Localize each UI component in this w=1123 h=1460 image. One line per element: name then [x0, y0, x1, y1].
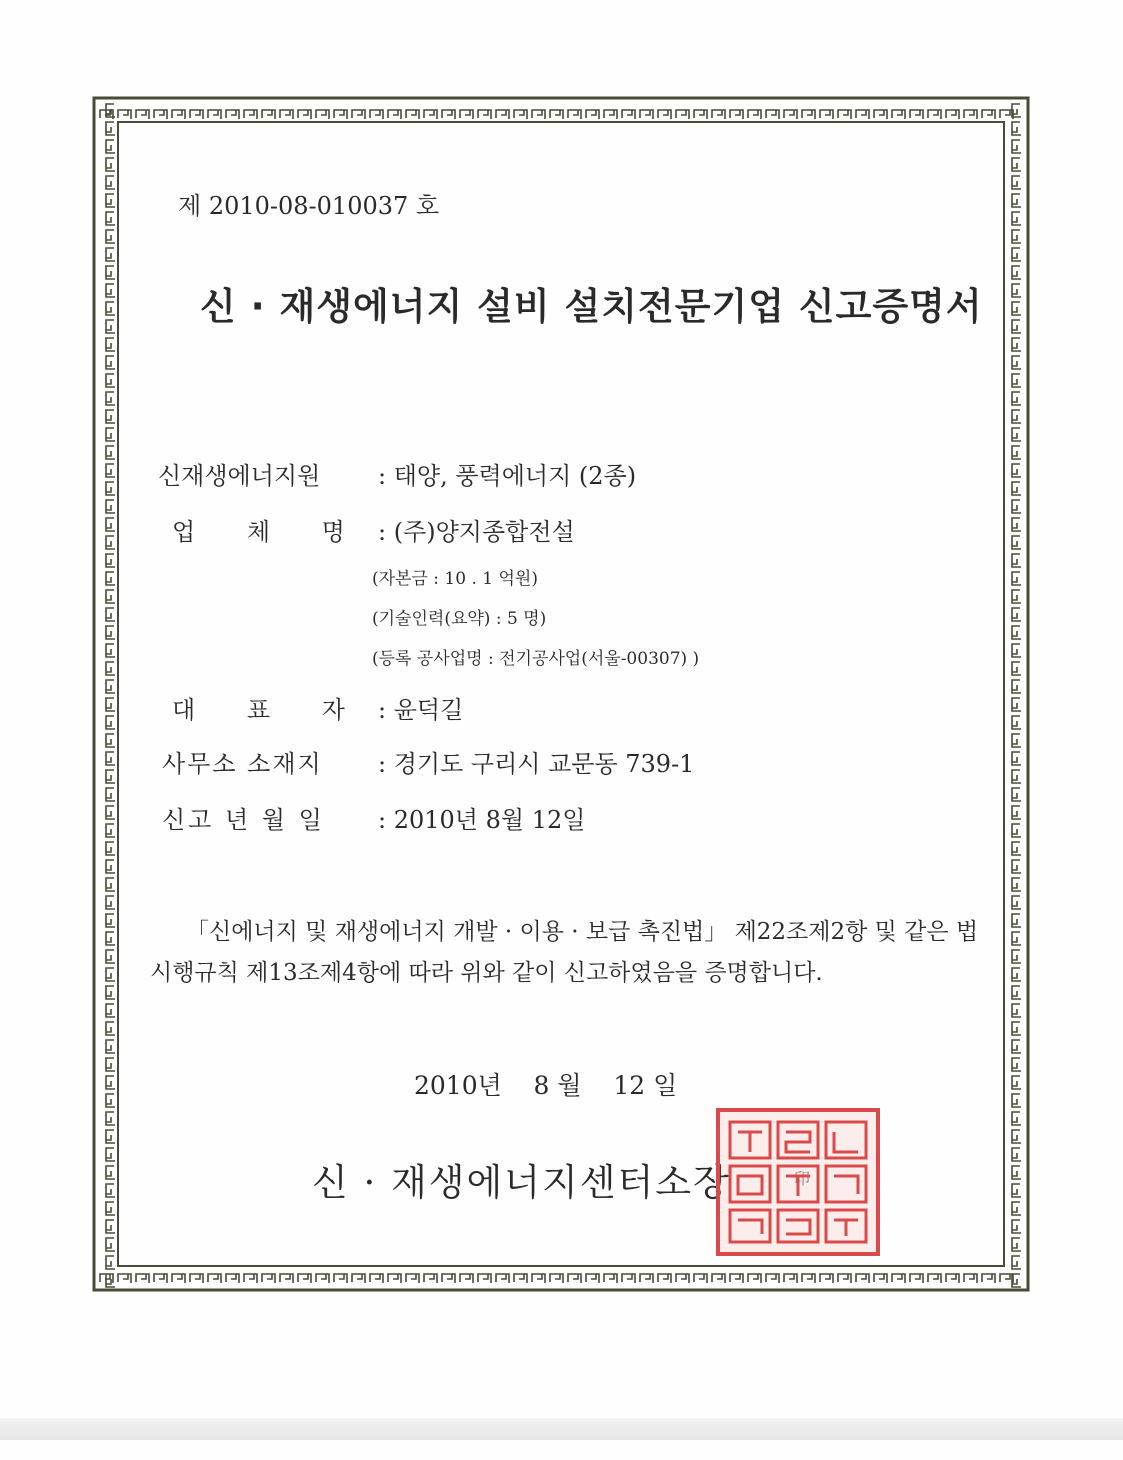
- field-label-representative: 대 표 자: [172, 696, 367, 724]
- company-registration: (등록 공사업명 : 전기공사업(서울-00307) ): [372, 649, 700, 669]
- field-value-representative: : 윤덕길: [378, 696, 464, 724]
- issuer-seal-mark: 印: [794, 1169, 811, 1188]
- certification-statement: [150, 912, 980, 994]
- field-value-report-date: : 2010년 8월 12일: [378, 806, 586, 834]
- field-value-energy-source: : 태양, 풍력에너지 (2종): [378, 462, 637, 490]
- statement-text: 「신에너지 및 재생에너지 개발 · 이용 · 보급 촉진법」 제22조제2항 및 같은 법 시행규칙 제13조제4항에 따라 위와 같이 신고하였음을 증명합니다.: [150, 919, 979, 986]
- company-technicians: (기술인력(요약) : 5 명): [372, 609, 547, 629]
- issue-date: 2010년 8 월 12 일: [414, 1071, 678, 1100]
- field-value-office-address: : 경기도 구리시 교문동 739-1: [378, 750, 695, 778]
- field-label-company-name: 업 체 명: [172, 518, 367, 546]
- issuer-name: 신 · 재생에너지센터소장: [312, 1161, 731, 1204]
- company-capital: (자본금 : 10 . 1 억원): [372, 569, 538, 589]
- scan-edge-strip: [0, 1418, 1123, 1440]
- field-label-report-date: 신고 년 월 일: [162, 806, 325, 834]
- seal-glyph-pattern: [720, 1112, 876, 1252]
- field-value-company-name: : (주)양지종합전설: [378, 518, 575, 546]
- document-number: 제 2010-08-010037 호: [178, 192, 440, 220]
- field-label-office-address: 사무소 소재지: [162, 750, 323, 778]
- certificate-title: 신 · 재생에너지 설비 설치전문기업 신고증명서: [200, 285, 983, 328]
- official-seal: [716, 1108, 880, 1256]
- field-label-energy-source: 신재생에너지원: [158, 462, 321, 490]
